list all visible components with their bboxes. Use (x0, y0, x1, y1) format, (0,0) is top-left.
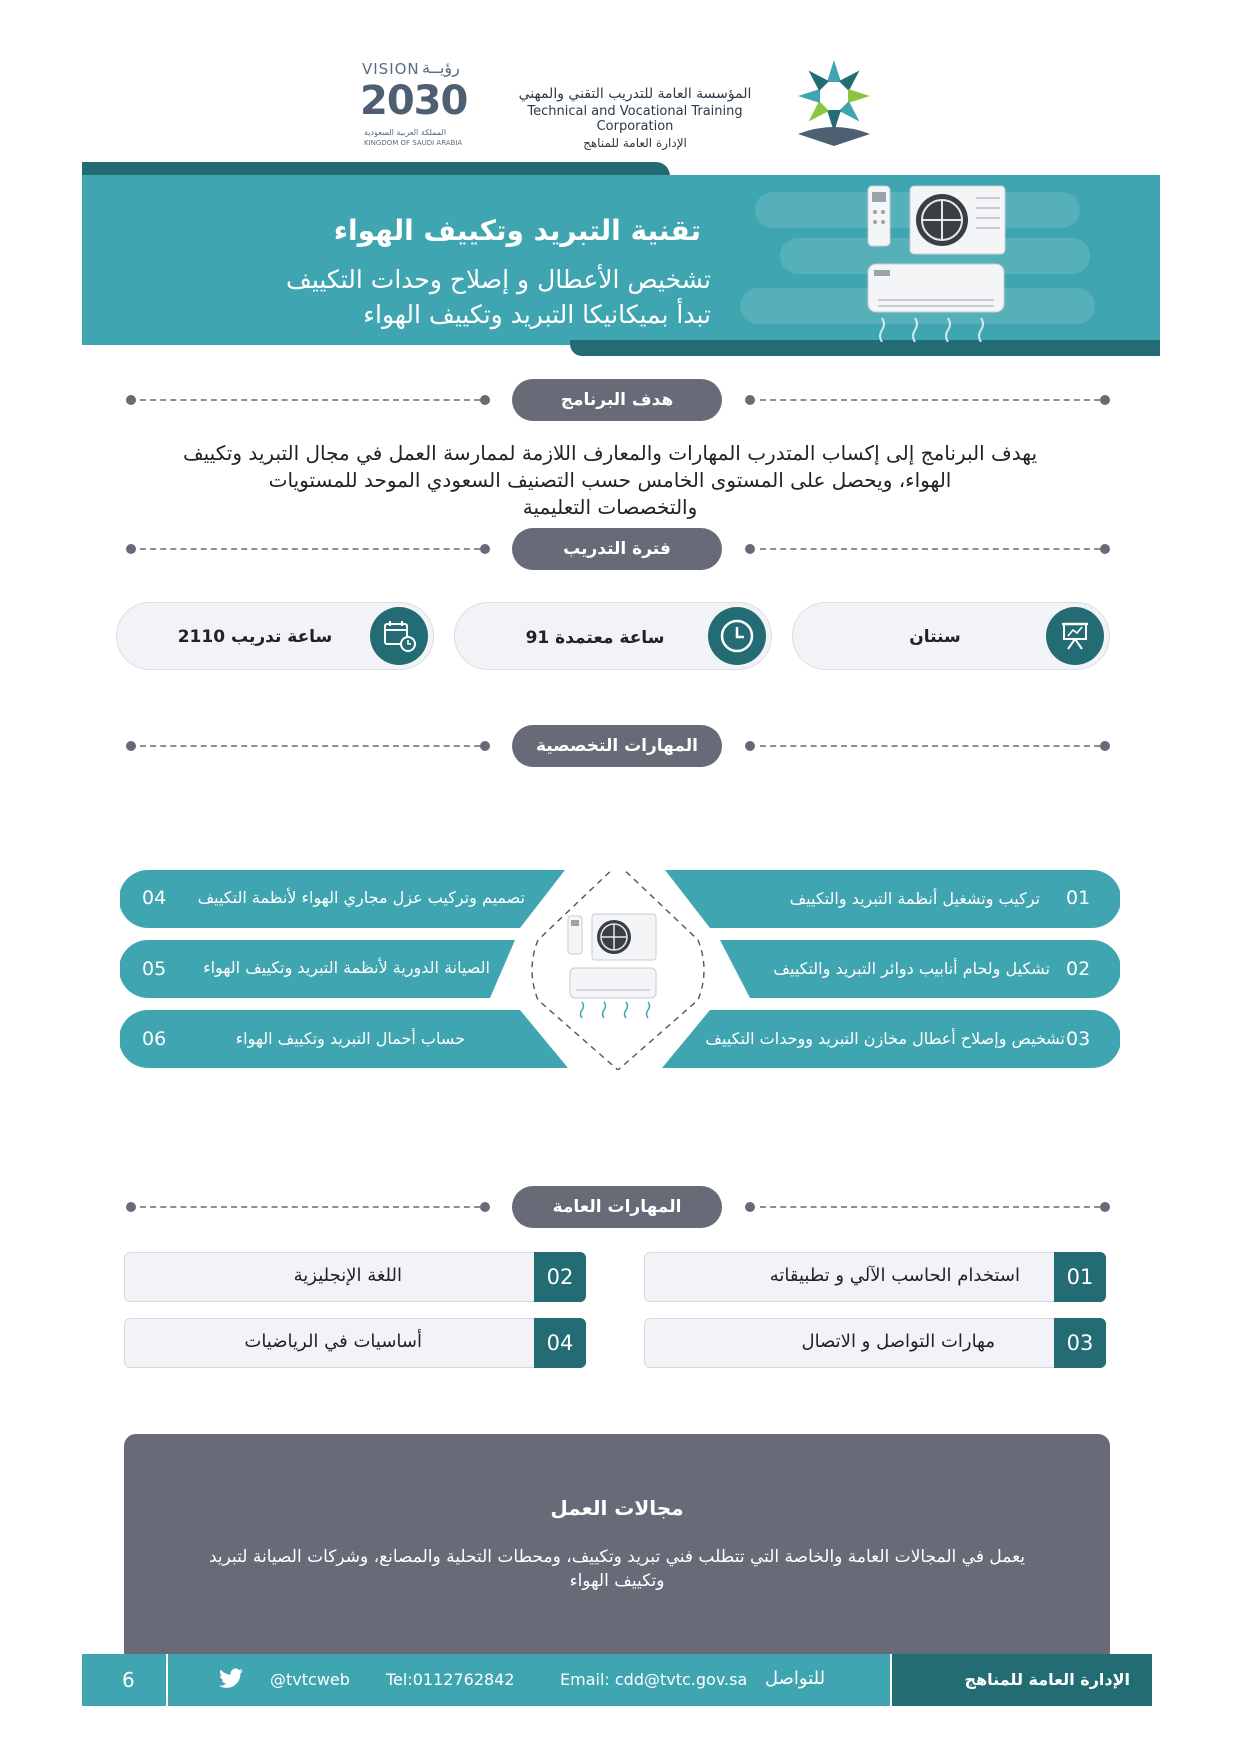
divider-dot (126, 1202, 136, 1212)
footer-dept-name: الإدارة العامة للمناهج (964, 1670, 1130, 1689)
banner-bottom-strip (570, 340, 1160, 356)
footer-contact-label: للتواصل (765, 1668, 826, 1689)
presentation-icon-circle (1046, 607, 1104, 665)
goal-line-2: الهواء، ويحصل على المستوى الخامس حسب التصنيف السعودي الموحد للمستويات (268, 468, 952, 492)
org-name-ar: المؤسسة العامة للتدريب التقني والمهني (518, 86, 752, 102)
mini-air-conditioner-icon (568, 914, 656, 1018)
presentation-board-icon (1046, 607, 1104, 665)
calendar-clock-icon (370, 607, 428, 665)
tvtc-name-block (490, 86, 780, 150)
divider-dot (1100, 741, 1110, 751)
skill-text-02: تشكيل ولحام أنابيب دوائر التبريد والتكييف (773, 959, 1050, 978)
divider-dot (745, 1202, 755, 1212)
section-divider-right (760, 1206, 1100, 1208)
divider-dot (480, 741, 490, 751)
general-skill-text-04: أساسيات في الرياضيات (244, 1331, 422, 1352)
divider-dot (745, 544, 755, 554)
twitter-handle[interactable]: @tvtcweb (270, 1670, 350, 1689)
general-skill-number-03: 03 (1054, 1318, 1106, 1368)
work-fields-text (144, 1545, 1090, 1593)
skill-number-03: 03 (1066, 1028, 1091, 1050)
skill-text-04: تصميم وتركيب عزل مجاري الهواء لأنظمة التكييف (197, 888, 525, 907)
general-skill-text-02: اللغة الإنجليزية (293, 1265, 402, 1286)
footer-divider (166, 1654, 168, 1706)
goal-line-1: يهدف البرنامج إلى إكساب المتدرب المهارات والمعارف اللازمة لممارسة العمل في مجال التبريد وتكييف (182, 441, 1038, 465)
section-divider-left (140, 548, 480, 550)
general-skill-number-04: 04 (534, 1318, 586, 1368)
tvtc-logo-icon (792, 56, 876, 148)
divider-dot (480, 544, 490, 554)
divider-dot (126, 741, 136, 751)
section-divider-left (140, 1206, 480, 1208)
banner-subtitle-1: تشخيص الأعطال و إصلاح وحدات التكييف (285, 265, 711, 294)
skill-text-05: الصيانة الدورية لأنظمة التبريد وتكييف الهواء (203, 958, 490, 977)
skill-number-02: 02 (1066, 958, 1091, 980)
training-hours-value: 2110 (177, 627, 226, 647)
section-title-goal: هدف البرنامج (512, 379, 722, 421)
section-divider-left (140, 399, 480, 401)
divider-dot (745, 741, 755, 751)
section-title-specialized-skills: المهارات التخصصية (512, 725, 722, 767)
work-fields-panel (124, 1434, 1110, 1654)
calendar-icon-circle (370, 607, 428, 665)
skill-number-06: 06 (142, 1028, 167, 1050)
footer-email[interactable]: Email: cdd@tvtc.gov.sa (560, 1670, 748, 1689)
duration-years-text: سنتان (909, 627, 961, 647)
section-title-duration: فترة التدريب (512, 528, 722, 570)
general-skill-text-03: مهارات التواصل و الاتصال (801, 1331, 995, 1352)
clock-icon (708, 607, 766, 665)
goal-line-3: والتخصصات التعليمية (522, 495, 698, 519)
vision-arabic: رؤيــة (422, 58, 460, 77)
section-divider-right (760, 548, 1100, 550)
skill-number-04: 04 (142, 887, 167, 909)
vision-2030-logo (360, 58, 490, 148)
skill-number-01: 01 (1066, 887, 1091, 909)
kingdom-en: KINGDOM OF SAUDI ARABIA (364, 139, 463, 147)
section-divider-right (760, 399, 1100, 401)
clock-icon-circle (708, 607, 766, 665)
divider-dot (1100, 1202, 1110, 1212)
skill-text-01: تركيب وتشغيل أنظمة التبريد والتكييف (789, 889, 1040, 908)
banner-subtitle-2: تبدأ بميكانيكا التبريد وتكييف الهواء (363, 300, 711, 329)
dept-name-ar: الإدارة العامة للمناهج (583, 136, 687, 150)
vision-year: 2030 (360, 78, 468, 124)
general-skill-number-01: 01 (1054, 1252, 1106, 1302)
divider-dot (1100, 395, 1110, 405)
banner-title: تقنية التبريد وتكييف الهواء (333, 214, 701, 247)
air-conditioner-icon (860, 182, 1010, 342)
credit-hours-text (490, 628, 700, 648)
credit-hours-label: ساعة معتمدة (555, 628, 665, 648)
training-hours-text (150, 627, 360, 647)
divider-dot (480, 1202, 490, 1212)
section-divider-right (760, 745, 1100, 747)
general-skill-text-01: استخدام الحاسب الآلي و تطبيقاته (769, 1265, 1020, 1286)
vision-label: VISION (362, 60, 420, 78)
divider-dot (1100, 544, 1110, 554)
divider-dot (126, 395, 136, 405)
skill-number-05: 05 (142, 958, 167, 980)
kingdom-ar: المملكة العربية السعودية (364, 128, 447, 137)
footer-divider (890, 1654, 892, 1706)
divider-dot (745, 395, 755, 405)
section-title-general-skills: المهارات العامة (512, 1186, 722, 1228)
divider-dot (480, 395, 490, 405)
general-skill-number-02: 02 (534, 1252, 586, 1302)
skill-text-06: حساب أحمال التبريد وتكييف الهواء (235, 1029, 465, 1048)
page-number: 6 (122, 1668, 135, 1692)
section-divider-left (140, 745, 480, 747)
skill-text-03: تشخيص وإصلاح أعطال مخازن التبريد ووحدات التكييف (705, 1029, 1065, 1048)
divider-dot (126, 544, 136, 554)
work-fields-title: مجالات العمل (550, 1496, 684, 1520)
footer-tel[interactable]: Tel:0112762842 (386, 1670, 515, 1689)
work-fields-line-2: وتكييف الهواء (569, 1571, 665, 1591)
twitter-icon[interactable] (218, 1668, 244, 1690)
org-name-en: Technical and Vocational Training Corporation (527, 104, 743, 134)
work-fields-line-1: يعمل في المجالات العامة والخاصة التي تتطلب فني تبريد وتكييف، ومحطات التحلية والمصانع، وشركات الصيانة لتبريد (208, 1547, 1026, 1567)
goal-paragraph (130, 440, 1090, 521)
credit-hours-value: 91 (525, 628, 550, 648)
training-hours-label: ساعة تدريب (230, 627, 333, 647)
